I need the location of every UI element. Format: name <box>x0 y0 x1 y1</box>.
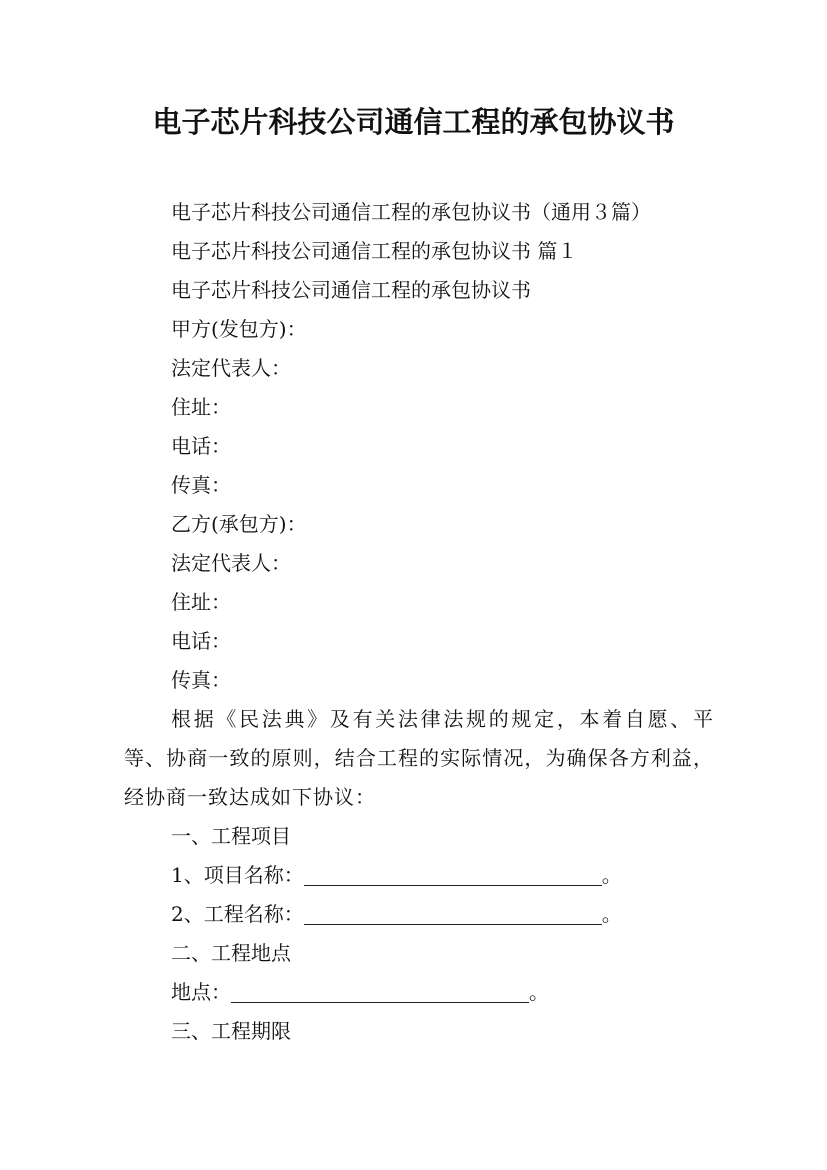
field-label: 1、项目名称： <box>171 863 304 887</box>
phone-label: 电话： <box>171 434 231 458</box>
line-end: 。 <box>529 980 549 1004</box>
fax-label: 传真： <box>171 473 231 497</box>
section-heading: 一、工程项目 <box>171 824 291 848</box>
text-line: 电子芯片科技公司通信工程的承包协议书 <box>171 278 531 302</box>
field-label: 地点： <box>171 980 231 1004</box>
address-label: 住址： <box>171 590 231 614</box>
section-heading: 二、工程地点 <box>171 941 291 965</box>
line-end: 。 <box>601 863 622 887</box>
fill-in-blank <box>304 902 602 925</box>
phone-label: 电话： <box>171 629 231 653</box>
legal-rep-label: 法定代表人： <box>171 551 291 575</box>
section-heading: 三、工程期限 <box>171 1019 291 1043</box>
fax-label: 传真： <box>171 668 231 692</box>
legal-rep-label: 法定代表人： <box>171 356 291 380</box>
fill-in-blank <box>304 863 602 886</box>
project-name-line <box>124 856 714 895</box>
document-body <box>124 193 714 1051</box>
document-title: 电子芯片科技公司通信工程的承包协议书 <box>152 105 675 139</box>
location-line <box>124 973 714 1012</box>
text-line: 电子芯片科技公司通信工程的承包协议书 篇１ <box>171 239 578 263</box>
paragraph: 根据《民法典》及有关法律法规的规定，本着自愿、平等、协商一致的原则，结合工程的实际情况，为确保各方利益，经协商一致达成如下协议： <box>124 707 714 809</box>
party-b-label: 乙方(承包方)： <box>171 512 307 536</box>
field-label: 2、工程名称： <box>171 902 304 926</box>
line-end: 。 <box>601 902 622 926</box>
text-line: 电子芯片科技公司通信工程的承包协议书（通用３篇） <box>171 200 651 224</box>
engineering-name-line <box>124 895 714 934</box>
party-a-label: 甲方(发包方)： <box>171 317 307 341</box>
address-label: 住址： <box>171 395 231 419</box>
fill-in-blank <box>231 980 529 1003</box>
